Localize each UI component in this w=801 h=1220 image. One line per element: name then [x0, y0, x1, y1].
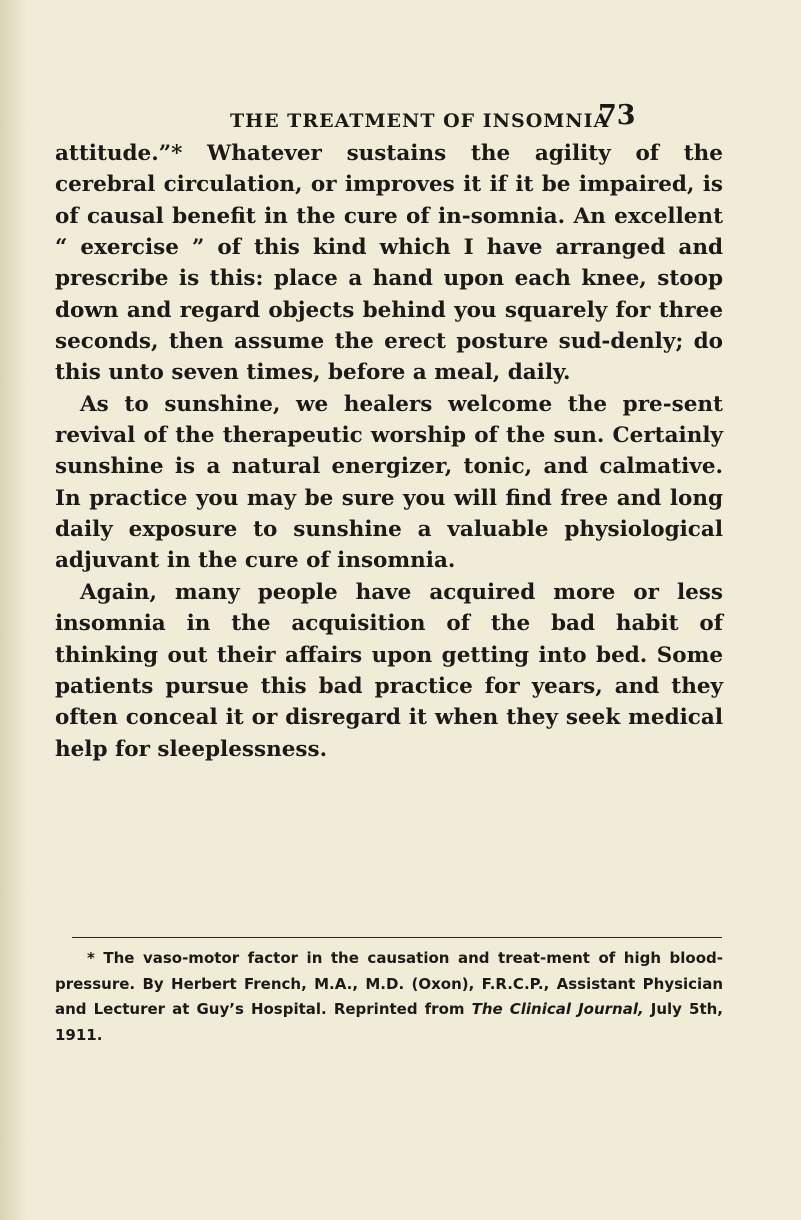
- running-head: [0, 100, 801, 140]
- footnote-rule: [72, 937, 722, 938]
- running-head-title: THE TREATMENT OF INSOMNIA: [230, 110, 610, 132]
- page-gutter-shadow: [0, 0, 26, 1220]
- footnote: [55, 946, 723, 1048]
- paragraph-2: As to sunshine, we healers welcome the pre-sent revival of the therapeutic worship of the sun. Certainly sunshine is a natural energizer, tonic, and calmative. In practice you may be sure you will find free and long daily exposure to sunshine a valuable physiological adjuvant in the cure of insomnia.: [55, 391, 723, 574]
- footnote-text: [55, 946, 723, 1048]
- footnote-text-before: * The vaso-motor factor in the causation and treat-ment of high blood-pressure. By Herbert French, M.A., M.D. (Oxon), F.R.C.P., Assistant Physician and Lecturer at Guy’s Hospital. Reprinted from: [55, 949, 723, 1018]
- body-text: [55, 138, 723, 765]
- page-number: 73: [598, 100, 636, 131]
- paragraph-3: Again, many people have acquired more or less insomnia in the acquisition of the bad habit of thinking out their affairs upon getting into bed. Some patients pursue this bad practice for years, and they often conceal it or disregard it when they seek medical help for sleeplessness.: [55, 579, 723, 762]
- footnote-text-after: July 5th, 1911.: [55, 1000, 724, 1044]
- footnote-journal-title: The Clinical Journal,: [471, 1000, 644, 1018]
- paragraph-1: attitude.”* Whatever sustains the agility of the cerebral circulation, or improves it if it be impaired, is of causal benefit in the cure of in-somnia. An excellent “ exercise ” of this kind which I have arranged and prescribe is this: place a hand upon each knee, stoop down and regard objects behind you squarely for three seconds, then assume the erect posture sud-denly; do this unto seven times, before a meal, daily.: [55, 141, 723, 386]
